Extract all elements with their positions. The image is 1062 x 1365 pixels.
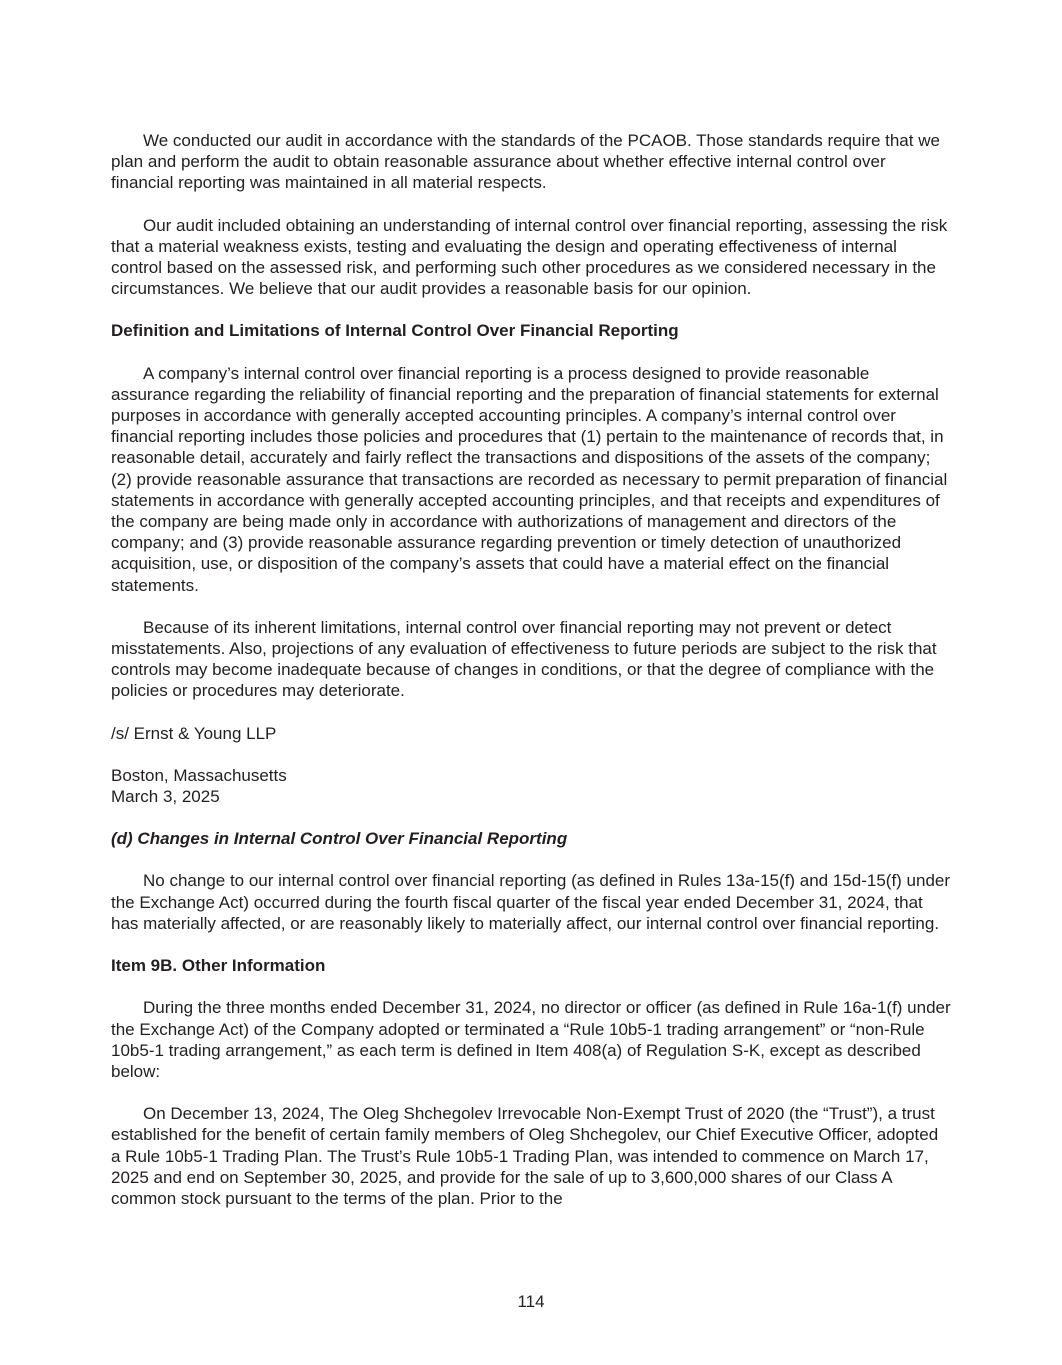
item-9b-heading: Item 9B. Other Information xyxy=(111,956,326,976)
trading-arrangement-paragraph: During the three months ended December 31, 2024, no director or officer (as defined in Rule 16a-1(f) under the Exchange Act) of the Company adopted or terminated a “Rule 10b5-1 trading arrangement” or “non-Rule 10b5-1 trading arrangement,” as each term is defined in Item 408(a) of Regulation S-K, except as described below: xyxy=(111,998,951,1081)
changes-heading: (d) Changes in Internal Control Over Financial Reporting xyxy=(111,829,568,849)
audit-standards-paragraph: We conducted our audit in accordance with the standards of the PCAOB. Those standards require that we plan and perform the audit to obtain reasonable assurance about whether effective internal control over financial reporting was maintained in all material respects. xyxy=(111,131,940,193)
trust-plan-paragraph: On December 13, 2024, The Oleg Shchegolev Irrevocable Non-Exempt Trust of 2020 (the “Trust”), a trust established for the benefit of certain family members of Oleg Shchegolev, our Chief Executive Officer, adopted a Rule 10b5-1 Trading Plan. The Trust’s Rule 10b5-1 Trading Plan, was intended to commence on March 17, 2025 and end on September 30, 2025, and provide for the sale of up to 3,600,000 shares of our Class A common stock pursuant to the terms of the plan. Prior to the xyxy=(111,1104,939,1208)
auditor-signature: /s/ Ernst & Young LLP xyxy=(111,723,277,743)
signature-city: Boston, Massachusetts xyxy=(111,765,287,785)
definition-heading: Definition and Limitations of Internal Control Over Financial Reporting xyxy=(111,321,679,341)
signature-location-date xyxy=(111,765,951,807)
no-change-paragraph: No change to our internal control over financial reporting (as defined in Rules 13a-15(f) and 15d-15(f) under the Exchange Act) occurred during the fourth fiscal quarter of the fiscal year ended December 31, 2024, that has materially affected, or are reasonably likely to materially affect, our internal control over financial reporting. xyxy=(111,871,951,933)
audit-scope-paragraph: Our audit included obtaining an understanding of internal control over financial reporting, assessing the risk that a material weakness exists, testing and evaluating the design and operating effectiveness of internal control based on the assessed risk, and performing such other procedures as we considered necessary in the circumstances. We believe that our audit provides a reasonable basis for our opinion. xyxy=(111,215,948,299)
document-page xyxy=(111,130,951,1230)
page-number: 114 xyxy=(517,1292,545,1311)
inherent-limitations-paragraph: Because of its inherent limitations, internal control over financial reporting may not prevent or detect misstatements. Also, projections of any evaluation of effectiveness to future periods are subject to the risk that controls may become inadequate because of changes in conditions, or that the degree of compliance with the policies or procedures may deteriorate. xyxy=(111,617,937,701)
internal-control-definition-paragraph: A company’s internal control over financial reporting is a process designed to provide reasonable assurance regarding the reliability of financial reporting and the preparation of financial statements for external purposes in accordance with generally accepted accounting principles. A company’s internal control over financial reporting includes those policies and procedures that (1) pertain to the maintenance of records that, in reasonable detail, accurately and fairly reflect the transactions and dispositions of the assets of the company; (2) provide reasonable assurance that transactions are recorded as necessary to permit preparation of financial statements in accordance with generally accepted accounting principles, and that receipts and expenditures of the company are being made only in accordance with authorizations of management and directors of the company; and (3) provide reasonable assurance regarding prevention or timely detection of unauthorized acquisition, use, or disposition of the company’s assets that could have a material effect on the financial statements. xyxy=(111,363,948,595)
signature-date: March 3, 2025 xyxy=(111,787,220,807)
